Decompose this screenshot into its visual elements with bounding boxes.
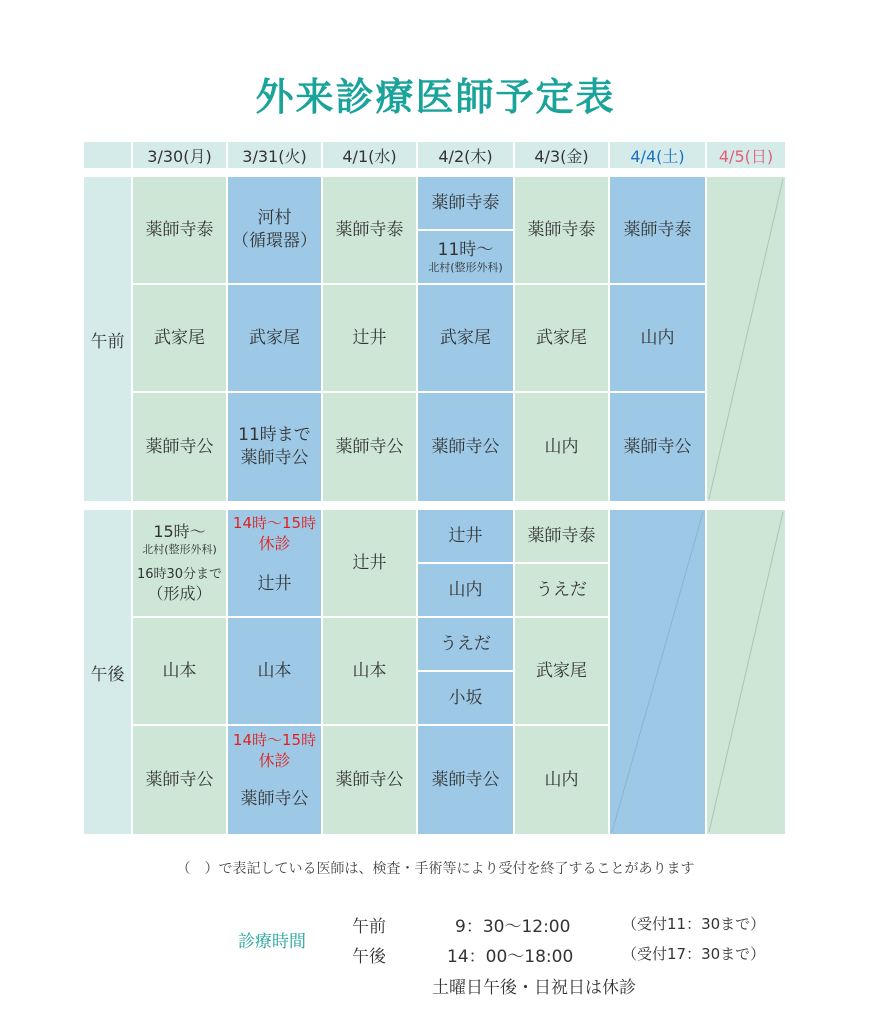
closed-diagonal-line [707,177,785,501]
doctor-name: 辻井 [352,552,387,573]
pm-thu-slot-1a [418,510,513,562]
doctor-name: 薬師寺泰 [623,219,692,240]
am-mon-slot-2 [133,285,226,391]
am-thu-slot-2 [418,285,513,391]
pm-thu-slot-3 [418,726,513,834]
am-thu-slot-1a [418,177,513,229]
am-tue-slot-2 [228,285,321,391]
header-day-sat: 4/4(土) [610,142,705,168]
pm-thu-slot-2b [418,672,513,724]
am-mon-slot-3 [133,393,226,501]
am-thu-slot-3 [418,393,513,501]
pm-mon-slot-2 [133,618,226,724]
doctor-name: 薬師寺泰 [145,219,214,240]
pm-wed-slot-2 [323,618,416,724]
time-note: 11時まで [238,425,311,446]
doctor-name: 北村(整形外科) [142,542,217,556]
pm-fri-slot-1a [515,510,608,562]
doctor-name: うえだ [440,633,491,654]
doctor-name: 山本 [162,660,197,681]
am-sat-slot-2 [610,285,705,391]
pm-tue-slot-3 [228,726,321,834]
pm-tue-slot-1 [228,510,321,616]
doctor-name: 河村 [257,208,292,229]
doctor-name: 山本 [352,660,387,681]
doctor-name: 薬師寺公 [240,448,309,468]
doctor-specialty: （形成） [147,584,212,604]
doctor-name: 武家尾 [249,327,300,348]
section-label-am: 午前 [84,177,131,501]
pm-mon-slot-3 [133,726,226,834]
header-corner [84,142,131,168]
closed-diagonal-line [610,510,705,834]
hours-am-time: 9：30～12:00 [455,917,571,937]
pm-fri-slot-2 [515,618,608,724]
am-wed-slot-3 [323,393,416,501]
doctor-name: 武家尾 [536,327,587,348]
closed-label: 休診 [258,751,291,771]
doctor-name: 武家尾 [154,327,205,348]
doctor-name: 薬師寺公 [145,436,214,457]
am-fri-slot-1 [515,177,608,283]
pm-sun-closed [707,510,785,834]
doctor-name: 薬師寺公 [431,769,500,790]
pm-thu-slot-2a [418,618,513,670]
doctor-name: 薬師寺泰 [335,219,404,240]
doctor-name: 辻井 [448,525,483,546]
closed-time-note: 14時～15時 [232,514,317,532]
doctor-name: 北村(整形外科) [428,261,503,275]
am-sun-closed [707,177,785,501]
doctor-name: 薬師寺泰 [527,525,596,546]
header-day-thu: 4/2(木) [418,142,513,168]
header-day-tue: 3/31(火) [228,142,321,168]
doctor-name: 武家尾 [440,327,491,348]
doctor-name: 薬師寺泰 [527,219,596,240]
hours-am-label: 午前 [352,917,386,937]
doctor-name: 武家尾 [536,660,587,681]
hours-pm-reception: （受付17：30まで） [622,945,766,963]
pm-fri-slot-3 [515,726,608,834]
closed-label: 休診 [258,534,291,554]
doctor-name: 薬師寺公 [240,788,309,809]
doctor-name: 薬師寺泰 [431,192,500,213]
doctor-name: 山内 [544,436,579,457]
closed-diagonal-line [707,510,785,834]
pm-fri-slot-1b [515,564,608,616]
pm-mon-slot-1 [133,510,226,616]
time-note: 16時30分まで [136,566,223,582]
am-tue-slot-3 [228,393,321,501]
pm-sat-closed [610,510,705,834]
doctor-name: 辻井 [352,327,387,348]
time-note: 11時～ [437,240,494,261]
doctor-name: 薬師寺公 [623,436,692,457]
doctor-name: 小坂 [448,687,483,708]
hours-label: 診療時間 [238,932,306,952]
hours-pm-label: 午後 [352,947,386,967]
doctor-name: 山内 [544,769,579,790]
am-tue-slot-1 [228,177,321,283]
doctor-name: 山本 [257,660,292,681]
am-mon-slot-1 [133,177,226,283]
header-day-sun: 4/5(日) [707,142,785,168]
footnote: （ ）で表記している医師は、検査・手術等により受付を終了することがあります [176,861,695,877]
am-thu-slot-1b [418,231,513,283]
am-sat-slot-3 [610,393,705,501]
doctor-name: 薬師寺公 [335,769,404,790]
am-sat-slot-1 [610,177,705,283]
hours-pm-time: 14：00～18:00 [447,947,574,967]
pm-wed-slot-3 [323,726,416,834]
am-wed-slot-2 [323,285,416,391]
doctor-name: 薬師寺公 [145,769,214,790]
am-fri-slot-3 [515,393,608,501]
doctor-specialty: （循環器） [232,231,317,251]
doctor-name: 薬師寺公 [335,436,404,457]
page-title: 外来診療医師予定表 [255,75,616,119]
am-fri-slot-2 [515,285,608,391]
doctor-name: うえだ [536,579,587,600]
header-day-fri: 4/3(金) [515,142,608,168]
pm-tue-slot-2 [228,618,321,724]
closed-days-note: 土曜日午後・日祝日は休診 [432,978,636,998]
am-wed-slot-1 [323,177,416,283]
doctor-name: 山内 [640,327,675,348]
hours-am-reception: （受付11：30まで） [622,915,766,933]
doctor-name: 辻井 [257,573,292,594]
header-day-mon: 3/30(月) [133,142,226,168]
pm-wed-slot-1 [323,510,416,616]
doctor-name: 薬師寺公 [431,436,500,457]
pm-thu-slot-1b [418,564,513,616]
header-day-wed: 4/1(水) [323,142,416,168]
doctor-name: 山内 [448,579,483,600]
closed-time-note: 14時～15時 [232,731,317,749]
section-label-pm: 午後 [84,510,131,834]
time-note: 15時～ [153,522,206,542]
